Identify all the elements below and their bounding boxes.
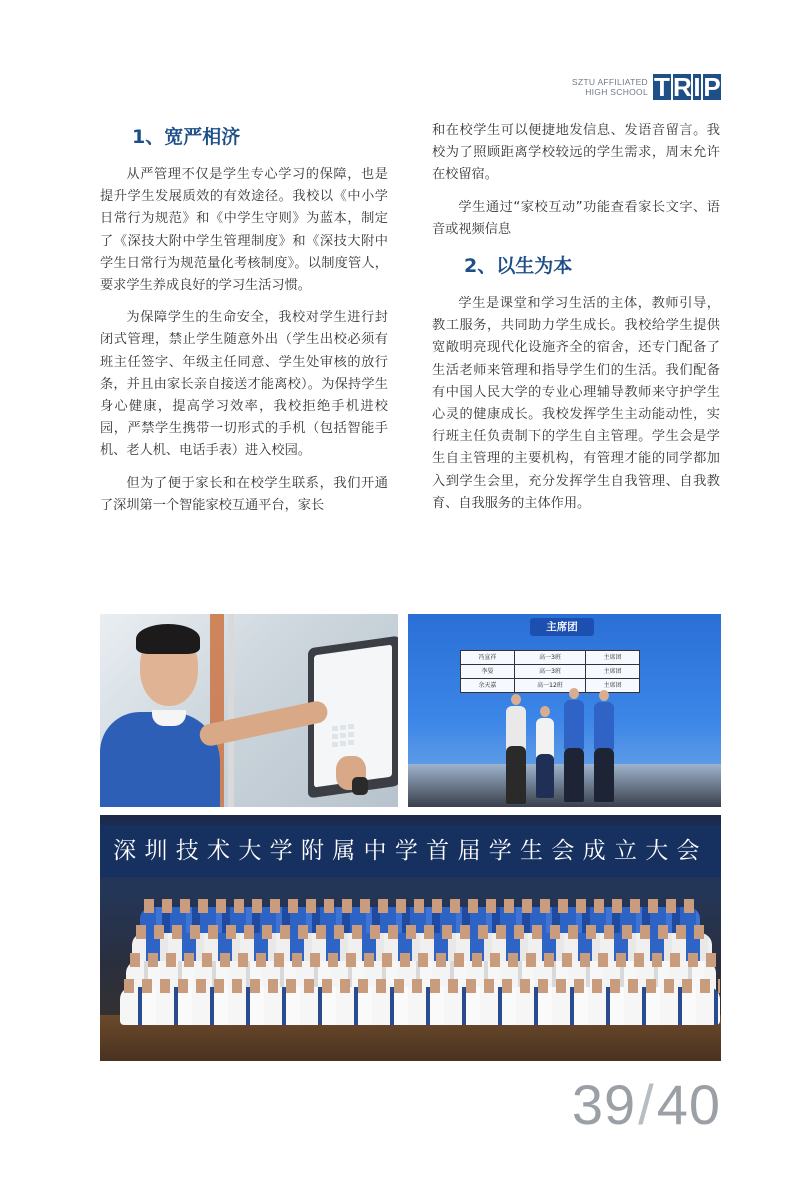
table-row <box>461 679 640 693</box>
person-figure <box>506 746 526 804</box>
person-head <box>540 706 550 717</box>
table-cell: 主席团 <box>586 665 640 679</box>
table-cell: 余天嘉 <box>461 679 515 693</box>
left-column <box>100 118 388 527</box>
student-collar <box>152 710 186 726</box>
body-paragraph-continued: 和在校学生可以便捷地发信息、发语音留言。我校为了照顾距离学校较远的学生需求，周末允许在校留宿。 <box>432 123 720 183</box>
body-paragraph: 从严管理不仅是学生专心学习的保障，也是提升学生发展质效的有效途径。我校以《中小学日常行为规范》和《中学生守则》为蓝本，制定了《深技大附中学生管理制度》和《深技大附中学生日常行为规范量化考核制度》。以制度管人，要求学生养成良好的学习生活习惯。 <box>100 167 388 294</box>
person-figure <box>594 748 614 802</box>
person-figure <box>536 754 554 798</box>
page-current: 39 <box>571 1073 637 1136</box>
section-heading-2: 2、以生为本 <box>464 255 573 278</box>
keypad-key <box>348 740 354 745</box>
table-cell: 李晏 <box>461 665 515 679</box>
keypad-key <box>340 733 346 738</box>
page-total: 40 <box>656 1073 721 1136</box>
right-column <box>432 120 720 525</box>
photo-group-founding-assembly <box>100 815 721 1061</box>
page-separator: / <box>638 1073 655 1136</box>
wall-stripe <box>228 614 234 807</box>
keypad-key <box>340 741 346 746</box>
keypad-key <box>348 732 354 737</box>
keypad-key <box>340 725 346 730</box>
logo-line-1: SZTU AFFILIATED <box>571 77 648 87</box>
crowd-heads <box>124 979 720 993</box>
person-head <box>599 690 609 701</box>
logo-wordmark <box>572 77 648 97</box>
table-cell: 高一3班 <box>514 651 586 665</box>
student-hair <box>136 624 200 654</box>
keypad-key <box>332 742 338 747</box>
crowd-heads <box>130 953 716 967</box>
keypad-key <box>348 724 354 729</box>
table-row <box>461 651 640 665</box>
logo-mark <box>653 74 721 100</box>
wristwatch-icon <box>352 777 368 795</box>
logo-letter: P <box>703 72 721 102</box>
keypad-key <box>332 726 338 731</box>
presidium-table <box>460 650 640 693</box>
table-cell: 高一3班 <box>514 665 586 679</box>
logo-letter: I <box>693 72 701 102</box>
assembly-banner-text: 深圳技术大学附属中学首届学生会成立大会 <box>113 838 708 864</box>
keypad-key <box>332 734 338 739</box>
body-paragraph: 但为了便于家长和在校学生联系，我们开通了深圳第一个智能家校互通平台，家长 <box>100 475 388 513</box>
logo-line-2: HIGH SCHOOL <box>585 87 648 97</box>
table-row <box>461 665 640 679</box>
table-cell: 冯宣祥 <box>461 651 515 665</box>
table-cell: 主席团 <box>586 651 640 665</box>
stage-banner: 主席团 <box>530 618 594 636</box>
photo-student-touchscreen <box>100 614 398 807</box>
body-paragraph: 学生通过“家校互动”功能查看家长文字、语音或视频信息 <box>432 199 720 237</box>
person-figure <box>564 748 584 802</box>
body-paragraph: 学生是课堂和学习生活的主体，教师引导，教工服务，共同助力学生成长。我校给学生提供宽敞明亮现代化设施齐全的宿舍，还专门配备了生活老师来管理和指导学生们的生活。我们配备有中国人民大学的专业心理辅导教师来守护学生心灵的健康成长。我校发挥学生主动能动性，实行班主任负责制下的学生自主管理。学生会是学生自主管理的主要机构，有管理才能的同学都加入到学生会里，充分发挥学生自我管理、自我教育、自我服务的主体作用。 <box>432 296 720 511</box>
logo-letter: R <box>673 72 692 102</box>
photo-stage-presidium <box>408 614 721 807</box>
crowd-heads <box>144 899 700 913</box>
person-figure <box>594 702 614 750</box>
crowd-heads <box>136 925 712 939</box>
person-figure <box>536 718 554 758</box>
section-heading-1: 1、宽严相济 <box>132 126 241 148</box>
body-paragraph: 为保障学生的生命安全，我校对学生进行封闭式管理，禁止学生随意外出（学生出校必须有班主任签字、年级主任同意、学生处审核的放行条，并且由家长亲自接送才能离校）。为保持学生身心健康，提高学习效率，我校拒绝手机进校园，严禁学生携带一切形式的手机（包括智能手机、老人机、电话手表）进入校园。 <box>100 310 388 459</box>
page-number <box>572 1074 721 1136</box>
person-head <box>569 688 579 699</box>
school-logo <box>572 74 721 100</box>
table-cell: 主席团 <box>586 679 640 693</box>
table-cell: 高一12班 <box>514 679 586 693</box>
person-head <box>511 694 521 705</box>
person-figure <box>564 700 584 750</box>
logo-letter: T <box>654 72 670 102</box>
